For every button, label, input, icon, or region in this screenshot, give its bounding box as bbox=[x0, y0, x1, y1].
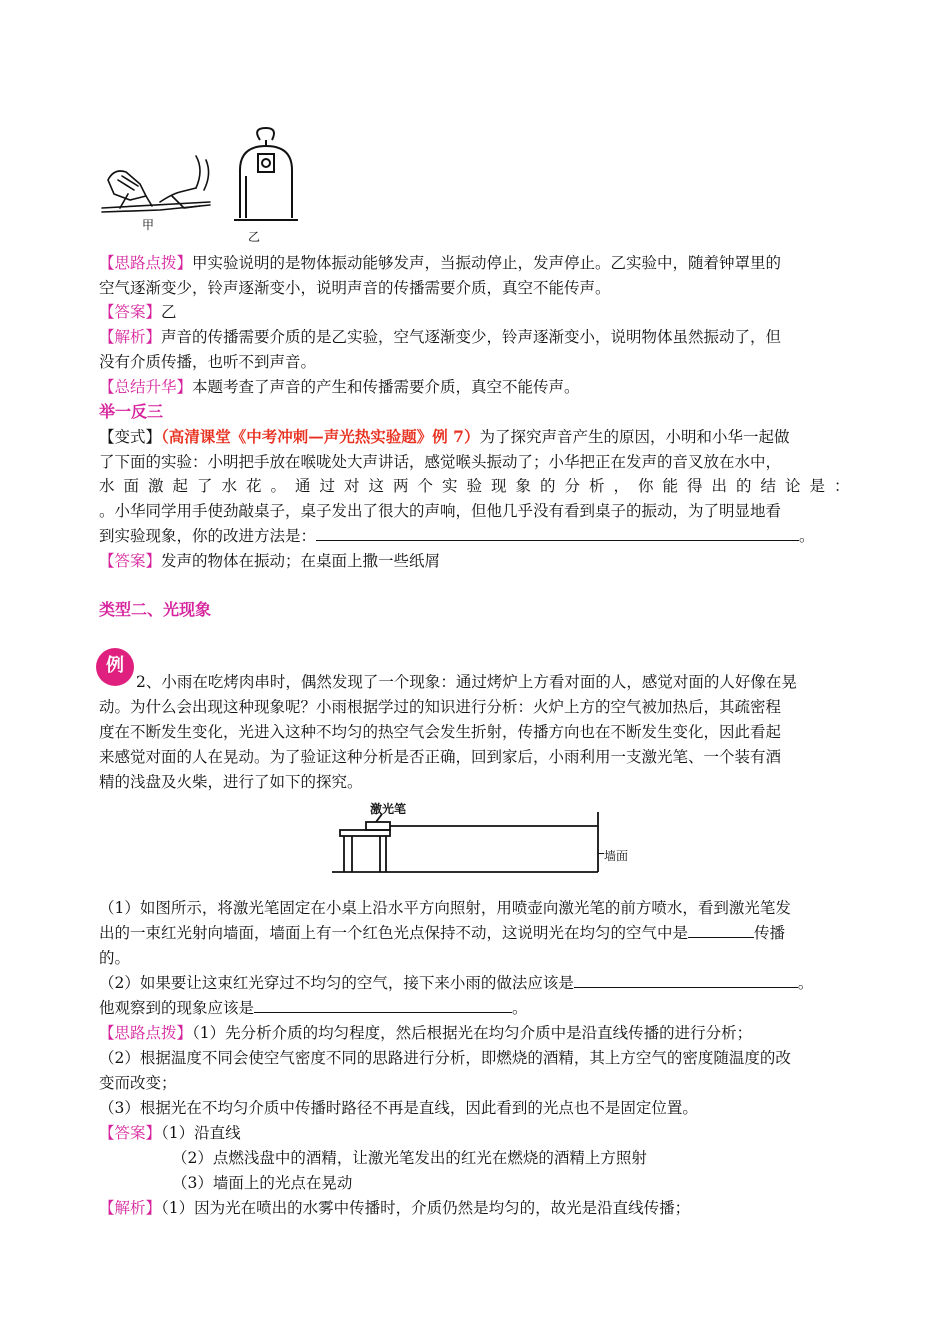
variant-tag: 【变式】 bbox=[99, 428, 162, 446]
figure-label-jia: 甲 bbox=[142, 218, 155, 232]
answer2-tag: 【答案】 bbox=[99, 1124, 162, 1142]
wall-label: 墙面 bbox=[604, 849, 629, 863]
part2-line-1: （2）如果要让这束红光穿过不均匀的空气，接下来小雨的做法应该是 。 bbox=[99, 974, 814, 992]
variant-answer-tag: 【答案】 bbox=[99, 552, 162, 570]
part1-line-2: 出的一束红光射向墙面，墙面上有一个红色光点保持不动，这说明光在均匀的空气中是 传播 bbox=[99, 924, 786, 942]
hint2-line-4: （3）根据光在不均匀介质中传播时路径不再是直线，因此看到的光点也不是固定位置。 bbox=[99, 1099, 698, 1117]
wall-leader-line bbox=[598, 853, 604, 854]
hint-tag: 【思路点拨】 bbox=[99, 254, 193, 272]
analysis-line-1: 【解析】声音的传播需要介质的是乙实验，空气逐渐变少，铃声逐渐变小，说明物体虽然振动了，但 bbox=[99, 328, 782, 346]
figure-label-yi: 乙 bbox=[248, 230, 261, 244]
analysis-tag: 【解析】 bbox=[99, 328, 162, 346]
variant-line-3: 水面激起了水花。通过对这两个实验现象的分析，你能得出的结论是： bbox=[99, 477, 859, 495]
bell-jar-illustration bbox=[232, 126, 304, 236]
question-line-3: 度在不断发生变化，光进入这种不均匀的热空气会发生折射，传播方向也在不断发生变化，因此看起 bbox=[99, 723, 782, 741]
jyfs-heading: 举一反三 bbox=[99, 402, 164, 421]
answer-blank[interactable] bbox=[316, 526, 799, 541]
section-title: 类型二、光现象 bbox=[99, 600, 212, 619]
question-line-5: 精的浅盘及火柴，进行了如下的探究。 bbox=[99, 773, 363, 791]
analysis2-line-1: 【解析】（1）因为光在喷出的水雾中传播时，介质仍然是均匀的，故光是沿直线传播； bbox=[99, 1199, 691, 1217]
part2-blank-1[interactable] bbox=[574, 973, 798, 988]
laser-label: 激光笔 bbox=[370, 802, 407, 816]
question-line-2: 动。为什么会出现这种现象呢？小雨根据学过的知识进行分析：火炉上方的空气被加热后，其疏密程 bbox=[99, 698, 782, 716]
hint-line-1: 【思路点拨】甲实验说明的是物体振动能够发声，当振动停止，发声停止。乙实验中，随着钟罩里的 bbox=[99, 254, 782, 272]
hint-line-2: 空气逐渐变少，铃声逐渐变小，说明声音的传播需要介质，真空不能传声。 bbox=[99, 279, 611, 297]
analysis-line-2: 没有介质传播，也听不到声音。 bbox=[99, 353, 317, 371]
summary-line: 【总结升华】本题考查了声音的产生和传播需要介质，真空不能传声。 bbox=[99, 378, 580, 396]
part2-line-2: 他观察到的现象应该是 。 bbox=[99, 999, 528, 1017]
answer2-line-3: （3）墙面上的光点在晃动 bbox=[172, 1174, 353, 1192]
variant-line-4: 。小华同学用手使劲敲桌子，桌子发出了很大的声响，但他几乎没有看到桌子的振动，为了明显地看 bbox=[99, 502, 782, 520]
part1-line-1: （1）如图所示，将激光笔固定在小桌上沿水平方向照射，用喷壶向激光笔的前方喷水，看到激光笔发 bbox=[99, 899, 791, 917]
summary-tag: 【总结升华】 bbox=[99, 378, 193, 396]
variant-line-1: 【变式】（高清课堂《中考冲刺—声光热实验题》例 7）为了探究声音产生的原因，小明和小华一起做 bbox=[99, 427, 790, 446]
variant-answer-line: 【答案】发声的物体在振动；在桌面上撒一些纸屑 bbox=[99, 552, 441, 570]
question-line-1: 2、小雨在吃烤肉串时，偶然发现了一个现象：通过烤炉上方看对面的人，感觉对面的人好像在晃 bbox=[136, 673, 797, 691]
answer2-line-1: 【答案】（1）沿直线 bbox=[99, 1124, 241, 1142]
analysis2-tag: 【解析】 bbox=[99, 1199, 162, 1217]
hint2-line-1: 【思路点拨】（1）先分析介质的均匀程度，然后根据光在均匀介质中是沿直线传播的进行分析； bbox=[99, 1024, 753, 1042]
part1-line-3: 的。 bbox=[99, 949, 131, 967]
hint2-tag: 【思路点拨】 bbox=[99, 1024, 193, 1042]
answer-line: 【答案】乙 bbox=[99, 303, 177, 321]
answer-tag: 【答案】 bbox=[99, 303, 162, 321]
hint2-line-3: 变而改变； bbox=[99, 1074, 177, 1092]
hint2-line-2: （2）根据温度不同会使空气密度不同的思路进行分析，即燃烧的酒精，其上方空气的密度随温度的改 bbox=[99, 1049, 791, 1067]
variant-source: （高清课堂《中考冲刺—声光热实验题》例 7） bbox=[161, 427, 480, 446]
answer2-line-2: （2）点燃浅盘中的酒精，让激光笔发出的红光在燃烧的酒精上方照射 bbox=[172, 1149, 647, 1167]
question-line-4: 来感觉对面的人在晃动。为了验证这种分析是否正确，回到家后，小雨利用一支激光笔、一个装有酒 bbox=[99, 748, 782, 766]
variant-line-5: 到实验现象，你的改进方法是： 。 bbox=[99, 527, 815, 545]
example-badge bbox=[96, 648, 134, 686]
ruler-hands-illustration bbox=[100, 150, 215, 230]
part2-blank-2[interactable] bbox=[254, 998, 512, 1013]
variant-line-2: 了下面的实验：小明把手放在喉咙处大声讲话，感觉喉头振动了；小华把正在发声的音叉放在水中， bbox=[99, 453, 782, 471]
example-badge-text: 例 bbox=[106, 655, 124, 676]
part1-blank[interactable] bbox=[688, 923, 754, 938]
